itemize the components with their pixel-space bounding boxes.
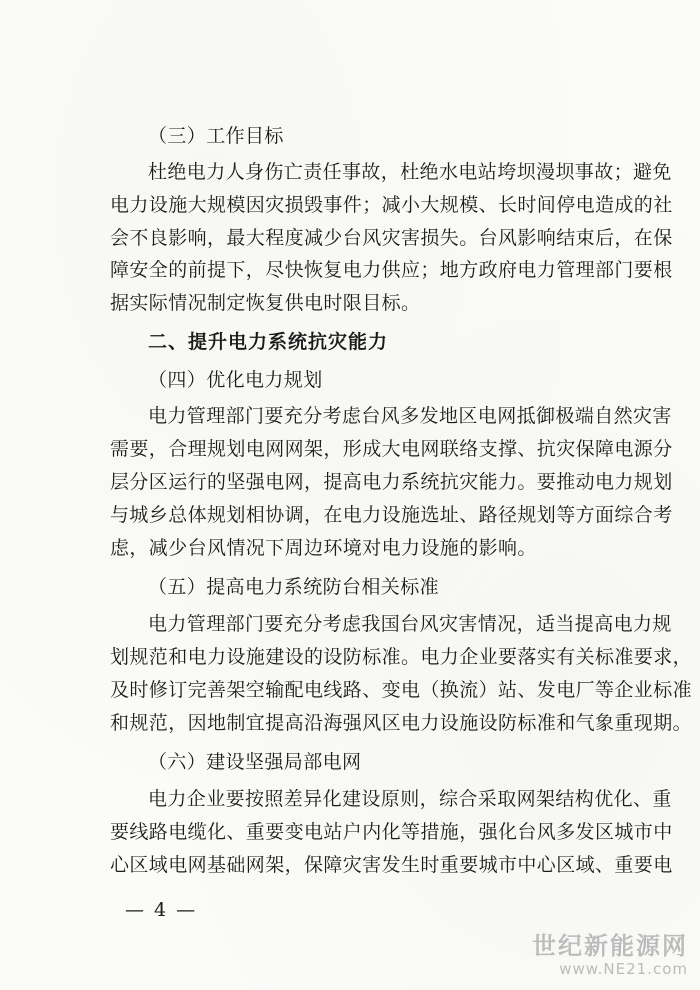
section-5-line: 及时修订完善架空输配电线路、变电（换流）站、发电厂等企业标准 bbox=[110, 679, 693, 701]
section-4-line: 电力管理部门要充分考虑台风多发地区电网抵御极端自然灾害 bbox=[148, 405, 672, 427]
section-5-line: 划规范和电力设施建设的设防标准。电力企业要落实有关标准要求， bbox=[110, 646, 693, 668]
section-3-line: 障安全的前提下，尽快恢复电力供应；地方政府电力管理部门要根 bbox=[110, 259, 673, 281]
section-4-heading: （四）优化电力规划 bbox=[148, 369, 323, 391]
section-6-heading: （六）建设坚强局部电网 bbox=[148, 751, 362, 773]
part-2-heading: 二、提升电力系统抗灾能力 bbox=[148, 331, 389, 353]
section-6-line: 电力企业要按照差异化建设原则，综合采取网架结构优化、重 bbox=[148, 788, 672, 810]
section-5-heading: （五）提高电力系统防台相关标准 bbox=[148, 576, 440, 598]
section-3-line: 杜绝电力人身伤亡责任事故，杜绝水电站垮坝漫坝事故；避免 bbox=[148, 161, 672, 183]
section-3-heading: （三）工作目标 bbox=[148, 125, 284, 147]
section-4-line: 层分区运行的坚强电网，提高电力系统抗灾能力。要推动电力规划 bbox=[110, 471, 673, 493]
section-5-line: 电力管理部门要充分考虑我国台风灾害情况，适当提高电力规 bbox=[148, 613, 672, 635]
watermark-url: www.NE21.com bbox=[559, 960, 688, 978]
section-3-line: 电力设施大规模因灾损毁事件；减小大规模、长时间停电造成的社 bbox=[110, 194, 673, 216]
section-6-line: 心区域电网基础网架，保障灾害发生时重要城市中心区域、重要电 bbox=[110, 854, 673, 876]
section-4-line: 虑，减少台风情况下周边环境对电力设施的影响。 bbox=[110, 537, 537, 559]
section-4-line: 需要，合理规划电网网架，形成大电网联络支撑、抗灾保障电源分 bbox=[110, 438, 673, 460]
site-watermark bbox=[518, 932, 688, 978]
section-4-line: 与城乡总体规划相协调，在电力设施选址、路径规划等方面综合考 bbox=[110, 504, 673, 526]
section-5-line: 和规范，因地制宜提高沿海强风区电力设施设防标准和气象重现期。 bbox=[110, 712, 693, 734]
section-3-line: 据实际情况制定恢复供电时限目标。 bbox=[110, 292, 421, 314]
section-6-line: 要线路电缆化、重要变电站户内化等措施，强化台风多发区城市中 bbox=[110, 821, 673, 843]
watermark-title: 世纪新能源网 bbox=[532, 932, 688, 960]
section-3-line: 会不良影响，最大程度减少台风灾害损失。台风影响结束后，在保 bbox=[110, 227, 673, 249]
page-number: — 4 — bbox=[125, 899, 198, 921]
